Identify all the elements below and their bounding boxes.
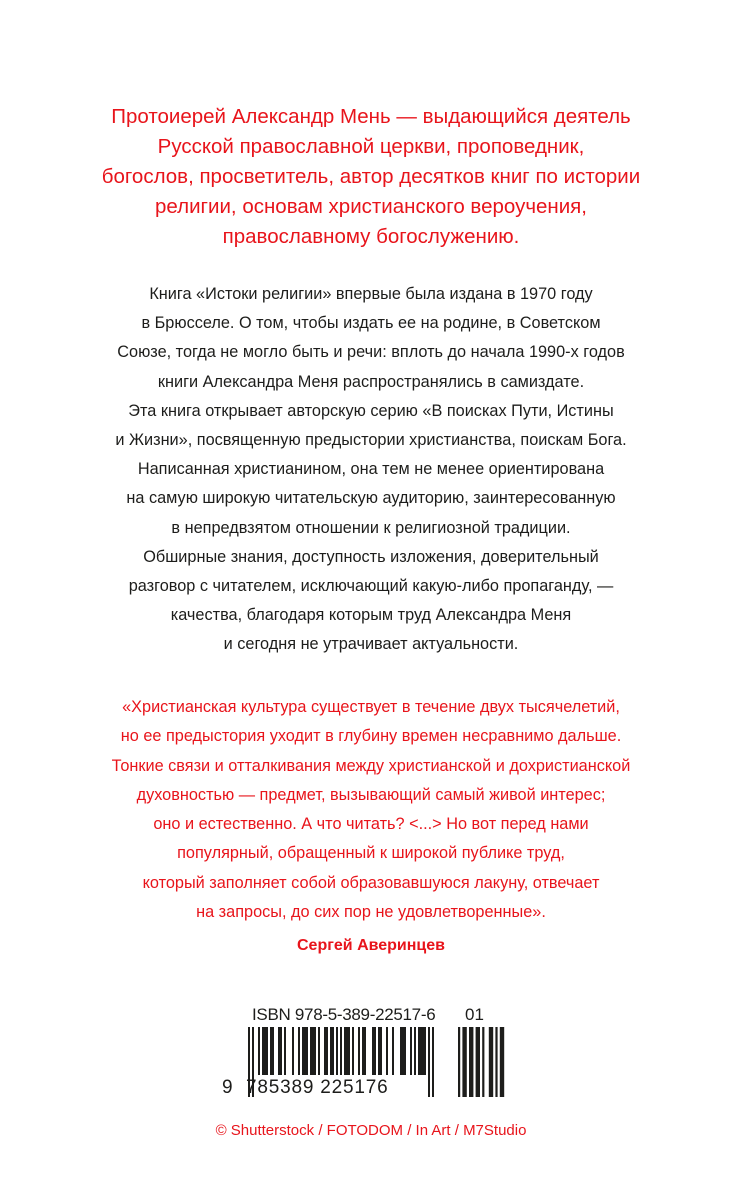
barcode-bar	[330, 1027, 334, 1075]
quote-block	[40, 693, 702, 927]
intro-line: православному богослужению.	[222, 225, 520, 248]
barcode-first-digit: 9	[222, 1077, 233, 1098]
description-line: Книга «Истоки религии» впервые была издана в 1970 году	[149, 285, 593, 303]
description-line: Эта книга открывает авторскую серию «В поисках Пути, Истины	[128, 401, 614, 420]
barcode-addon-bar	[458, 1027, 460, 1097]
barcode-bar	[258, 1027, 260, 1075]
quote-line: популярный, обращенный к широкой публике труд,	[177, 844, 565, 863]
description-line: книги Александра Меня распространялись в самиздате.	[157, 372, 585, 391]
isbn-addon: 01	[465, 1005, 484, 1024]
barcode-bar	[324, 1027, 328, 1075]
barcode-addon-bar	[462, 1027, 466, 1097]
barcode-bar	[302, 1027, 308, 1075]
quote-author: Сергей Аверинцев	[297, 937, 445, 954]
barcode-bar	[378, 1027, 382, 1075]
quote-line: оно и естественно. А что читать? <...> Но вот перед нами	[153, 815, 589, 834]
description-line: Обширные знания, доступность изложения, доверительный	[143, 547, 599, 566]
barcode-bar	[278, 1027, 282, 1075]
barcode-bar	[410, 1027, 412, 1075]
barcode-addon-bar	[476, 1027, 480, 1097]
barcode-digits: 785389 225176	[246, 1077, 389, 1098]
barcode-bar	[292, 1027, 294, 1075]
description-line: и Жизни», посвященную предыстории христианства, поискам Бога.	[115, 431, 627, 450]
barcode-bar	[400, 1027, 406, 1075]
barcode-bar	[414, 1027, 416, 1075]
description-line: Написанная христианином, она тем не менее ориентирована	[137, 460, 605, 479]
barcode-bar	[372, 1027, 376, 1075]
description-line: на самую широкую читательскую аудиторию, заинтересованную	[126, 489, 616, 508]
barcode-addon-bar	[482, 1027, 484, 1097]
barcode-addon-bar	[489, 1027, 493, 1097]
barcode-bar	[428, 1027, 430, 1097]
intro-line: Протоиерей Александр Мень — выдающийся деятель	[111, 105, 631, 128]
barcode-bar	[362, 1027, 366, 1075]
book-description	[40, 280, 702, 660]
barcode-bar	[318, 1027, 320, 1075]
barcode-addon-bar	[495, 1027, 497, 1097]
intro-paragraph	[60, 102, 682, 252]
description-line: в Брюсселе. О том, чтобы издать ее на родине, в Советском	[141, 314, 601, 333]
description-line: в непредвзятом отношении к религиозной традиции.	[171, 518, 571, 537]
intro-line: богослов, просветитель, автор десятков книг по истории	[101, 165, 641, 188]
quote-line: «Христианская культура существует в течение двух тысячелетий,	[122, 698, 620, 716]
barcode-bar	[310, 1027, 316, 1075]
barcode-bar	[358, 1027, 360, 1075]
barcode-addon-bar	[469, 1027, 473, 1097]
image-credit: © Shutterstock / FOTODOM / In Art / M7Studio	[215, 1122, 527, 1139]
barcode-bar	[298, 1027, 300, 1075]
quote-line: Тонкие связи и отталкивания между христианской и дохристианской	[111, 756, 631, 775]
barcode-bar	[344, 1027, 350, 1075]
quote-line: на запросы, до сих пор не удовлетворенные».	[196, 903, 546, 922]
barcode-bar	[336, 1027, 338, 1075]
barcode-bar	[392, 1027, 394, 1075]
quote-line: который заполняет собой образовавшуюся лакуну, отвечает	[142, 873, 600, 892]
barcode-bar	[270, 1027, 274, 1075]
description-line: качества, благодаря которым труд Александра Меня	[170, 606, 572, 625]
barcode-bar	[284, 1027, 286, 1075]
description-line: разговор с читателем, исключающий какую-либо пропаганду, —	[128, 577, 614, 596]
isbn-label: ISBN 978-5-389-22517-6	[252, 1005, 436, 1024]
barcode-addon-bar	[500, 1027, 504, 1097]
intro-line: Русской православной церкви, проповедник,	[157, 135, 585, 158]
isbn-barcode	[222, 1005, 522, 1105]
barcode-bar	[352, 1027, 354, 1075]
quote-line: духовностью — предмет, вызывающий самый живой интерес;	[136, 785, 606, 804]
barcode-bar	[386, 1027, 388, 1075]
barcode-bar	[432, 1027, 434, 1097]
barcode-bar	[340, 1027, 342, 1075]
quote-line: но ее предыстория уходит в глубину времен несравнимо дальше.	[120, 727, 622, 746]
barcode-bar	[418, 1027, 426, 1075]
description-line: и сегодня не утрачивает актуальности.	[223, 635, 519, 654]
intro-line: религии, основам христианского вероучения,	[155, 195, 587, 218]
description-line: Союзе, тогда не могло быть и речи: вплоть до начала 1990-х годов	[117, 343, 625, 362]
barcode-bar	[262, 1027, 268, 1075]
